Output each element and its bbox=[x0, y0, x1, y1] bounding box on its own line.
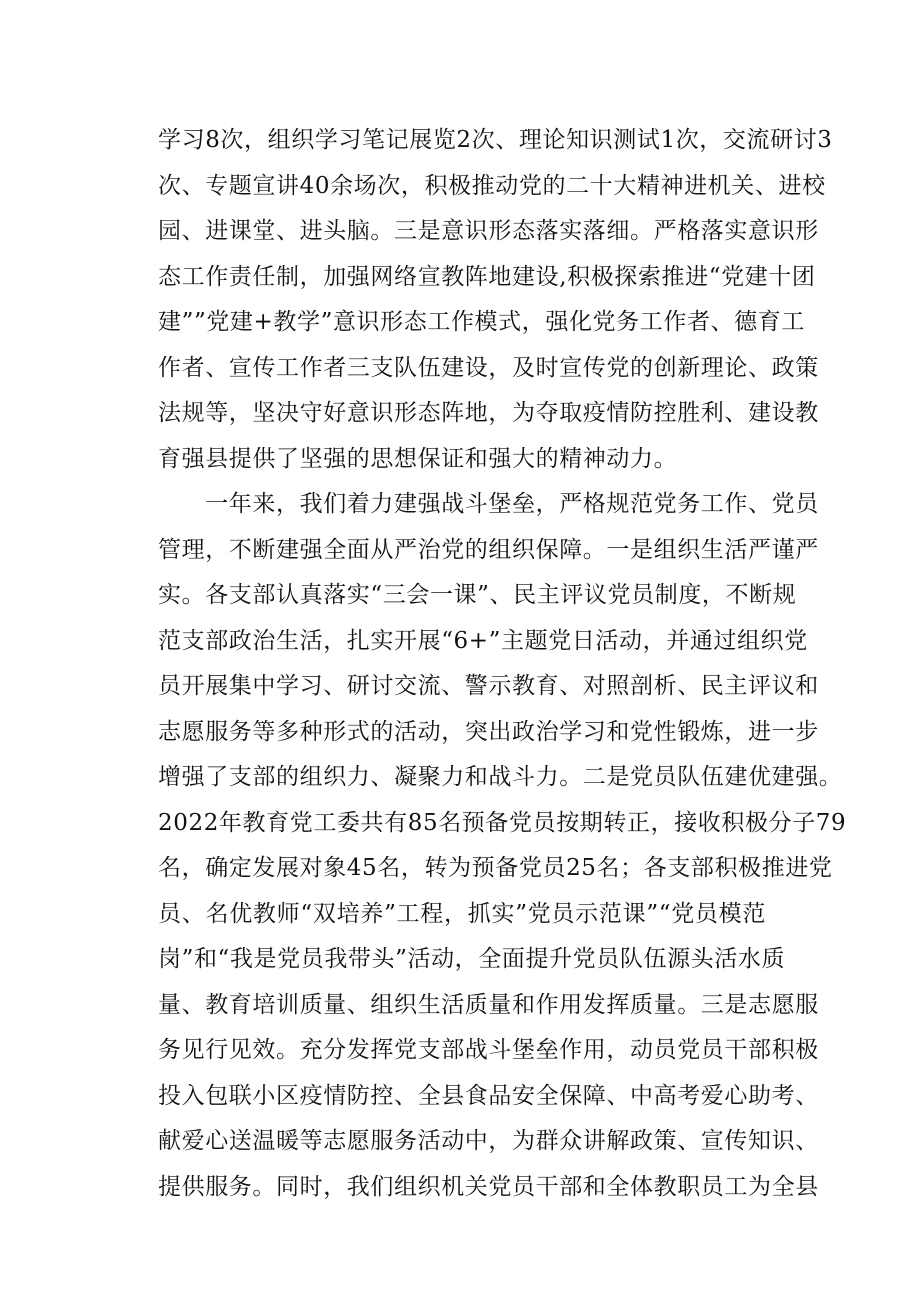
text-line: 名，确定发展对象45名，转为预备党员25名；各支部积极推进党 bbox=[158, 855, 833, 881]
text-line: 育强县提供了坚强的思想保证和强大的精神动力。 bbox=[158, 445, 678, 472]
text-line: 态工作责任制，加强网络宣教阵地建设,积极探索推进“党建十团 bbox=[158, 263, 816, 290]
text-line: 建””党建+教学”意识形态工作模式，强化党务工作者、德育工 bbox=[158, 309, 805, 335]
paragraph-2 bbox=[158, 482, 847, 1210]
text-line: 实。各支部认真落实“三会一课”、民主评议党员制度，不断规 bbox=[158, 582, 797, 608]
text-line: 管理，不断建强全面从严治党的组织保障。一是组织生活严谨严 bbox=[158, 536, 819, 563]
text-line: 量、教育培训质量、组织生活质量和作用发挥质量。三是志愿服 bbox=[158, 991, 819, 1018]
text-line: 次、专题宣讲40余场次，积极推动党的二十大精神进机关、进校 bbox=[158, 172, 826, 199]
text-line: 园、进课堂、进头脑。三是意识形态落实落细。严格落实意识形 bbox=[158, 218, 819, 244]
text-line: 献爱心送温暖等志愿服务活动中，为群众讲解政策、宣传知识、 bbox=[158, 1128, 819, 1154]
text-line: 岗”和“我是党员我带头”活动，全面提升党员队伍源头活水质 bbox=[158, 946, 786, 972]
text-line: 提供服务。同时，我们组织机关党员干部和全体教职员工为全县 bbox=[158, 1173, 819, 1200]
text-line: 务见行见效。充分发挥党支部战斗堡垒作用，动员党员干部积极 bbox=[158, 1037, 819, 1063]
document-body bbox=[158, 118, 847, 1210]
paragraph-1 bbox=[158, 118, 833, 482]
text-line: 一年来，我们着力建强战斗堡垒，严格规范党务工作、党员 bbox=[158, 491, 819, 517]
text-line: 增强了支部的组织力、凝聚力和战斗力。二是党员队伍建优建强。 bbox=[158, 764, 843, 790]
text-line: 投入包联小区疫情防控、全县食品安全保障、中高考爱心助考、 bbox=[158, 1082, 819, 1109]
text-line: 法规等，坚决守好意识形态阵地，为夺取疫情防控胜利、建设教 bbox=[158, 400, 819, 426]
text-line: 作者、宣传工作者三支队伍建设，及时宣传党的创新理论、政策 bbox=[158, 354, 819, 381]
text-line: 员、名优教师“双培养”工程，抓实”党员示范课”“党员模范 bbox=[158, 900, 766, 927]
text-line: 2022年教育党工委共有85名预备党员按期转正，接收积极分子79 bbox=[158, 809, 847, 836]
text-line: 员开展集中学习、研讨交流、警示教育、对照剖析、民主评议和 bbox=[158, 673, 819, 699]
text-line: 志愿服务等多种形式的活动，突出政治学习和党性锻炼，进一步 bbox=[158, 718, 819, 745]
text-line: 学习8次，组织学习笔记展览2次、理论知识测试1次，交流研讨3 bbox=[158, 127, 833, 153]
text-line: 范支部政治生活，扎实开展“6+”主题党日活动，并通过组织党 bbox=[158, 627, 808, 654]
